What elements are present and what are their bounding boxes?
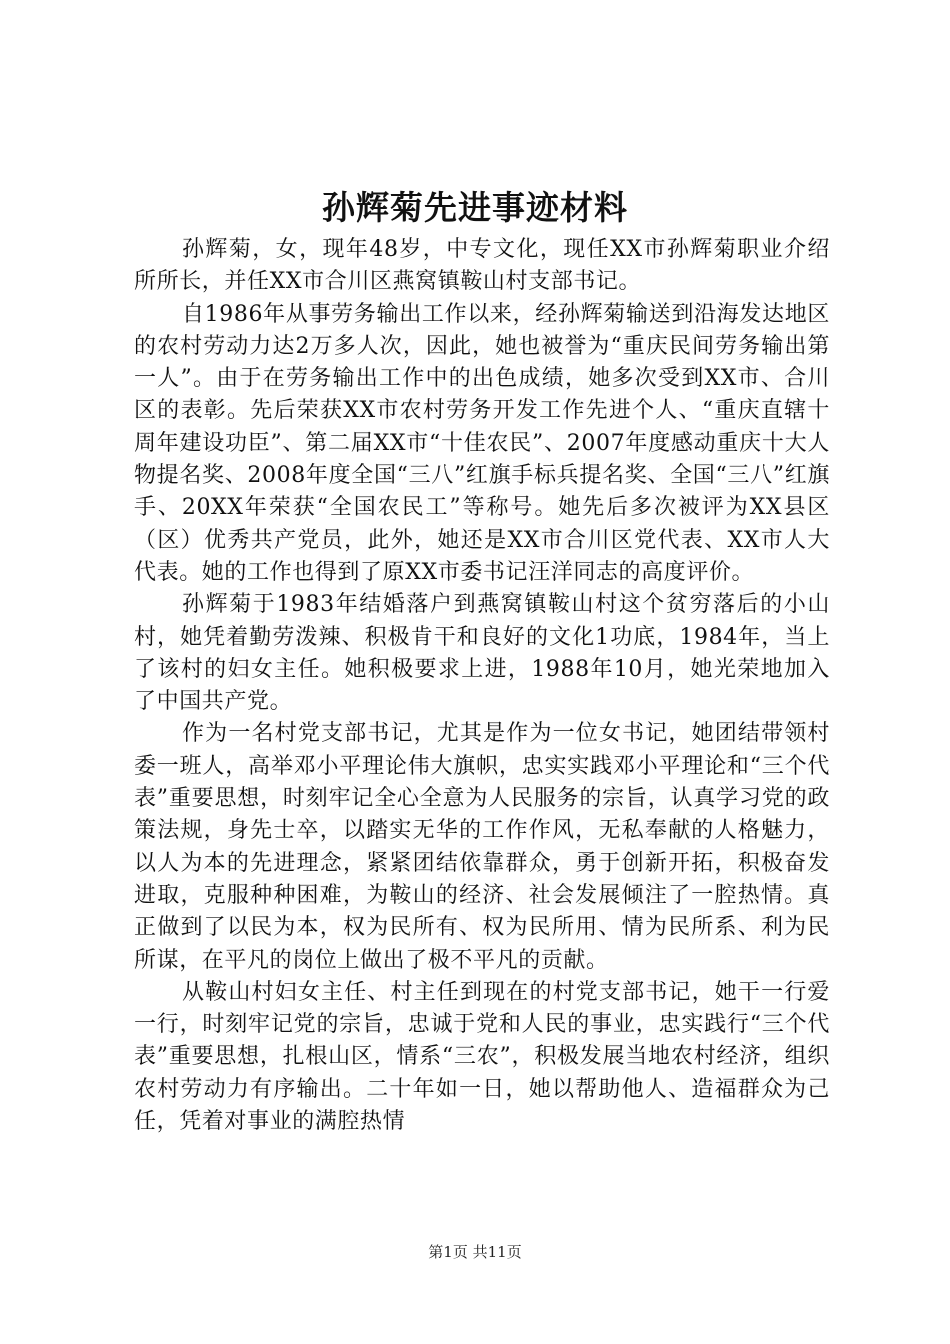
paragraph-leadership: 作为一名村党支部书记，尤其是作为一位女书记，她团结带领村委一班人，高举邓小平理论伟大旗帜，忠实实践邓小平理论和“三个代表”重要思想，时刻牢记全心全意为人民服务的宗旨，认真学习党的政策法规，身先士卒，以踏实无华的工作作风，无私奉献的人格魅力，以人为本的先进理念，紧紧团结依靠群众，勇于创新开拓，积极奋发进取，克服种种困难，为鞍山的经济、社会发展倾注了一腔热情。真正做到了以民为本，权为民所有、权为民所用、情为民所系、利为民所谋，在平凡的岗位上做出了极不平凡的贡献。 bbox=[134, 721, 830, 973]
paragraph-background: 孙辉菊于1983年结婚落户到燕窝镇鞍山村这个贫穷落后的小山村，她凭着勤劳泼辣、积极肯干和良好的文化1功底，1984年，当上了该村的妇女主任。她积极要求上进，1988年10月，她光荣地加入了中国共产党。 bbox=[134, 592, 830, 715]
document-body bbox=[134, 234, 830, 1138]
page-footer: 第1页 共11页 bbox=[428, 1243, 522, 1261]
paragraph-intro: 孙辉菊，女，现年48岁，中专文化，现任XX市孙辉菊职业介绍所所长，并任XX市合川区燕窝镇鞍山村支部书记。 bbox=[134, 237, 830, 295]
document-title: 孙辉菊先进事迹材料 bbox=[322, 188, 628, 227]
paragraph-achievements: 自1986年从事劳务输出工作以来，经孙辉菊输送到沿海发达地区的农村劳动力达2万多人次，因此，她也被誉为“重庆民间劳务输出第一人”。由于在劳务输出工作中的出色成绩，她多次受到XX市、合川区的表彰。先后荣获XX市农村劳务开发工作先进个人、“重庆直辖十周年建设功臣”、第二届XX市“十佳农民”、2007年度感动重庆十大人物提名奖、2008年度全国“三八”红旗手标兵提名奖、全国“三八”红旗手、20XX年荣获“全国农民工”等称号。她先后多次被评为XX县区（区）优秀共产党员，此外，她还是XX市合川区党代表、XX市人大代表。她的工作也得到了原XX市委书记汪洋同志的高度评价。 bbox=[134, 301, 830, 585]
paragraph-dedication: 从鞍山村妇女主任、村主任到现在的村党支部书记，她干一行爱一行，时刻牢记党的宗旨，忠诚于党和人民的事业，忠实践行“三个代表”重要思想，扎根山区，情系“三农”，积极发展当地农村经济，组织农村劳动力有序输出。二十年如一日，她以帮助他人、造福群众为己任，凭着对事业的满腔热情 bbox=[134, 979, 830, 1135]
